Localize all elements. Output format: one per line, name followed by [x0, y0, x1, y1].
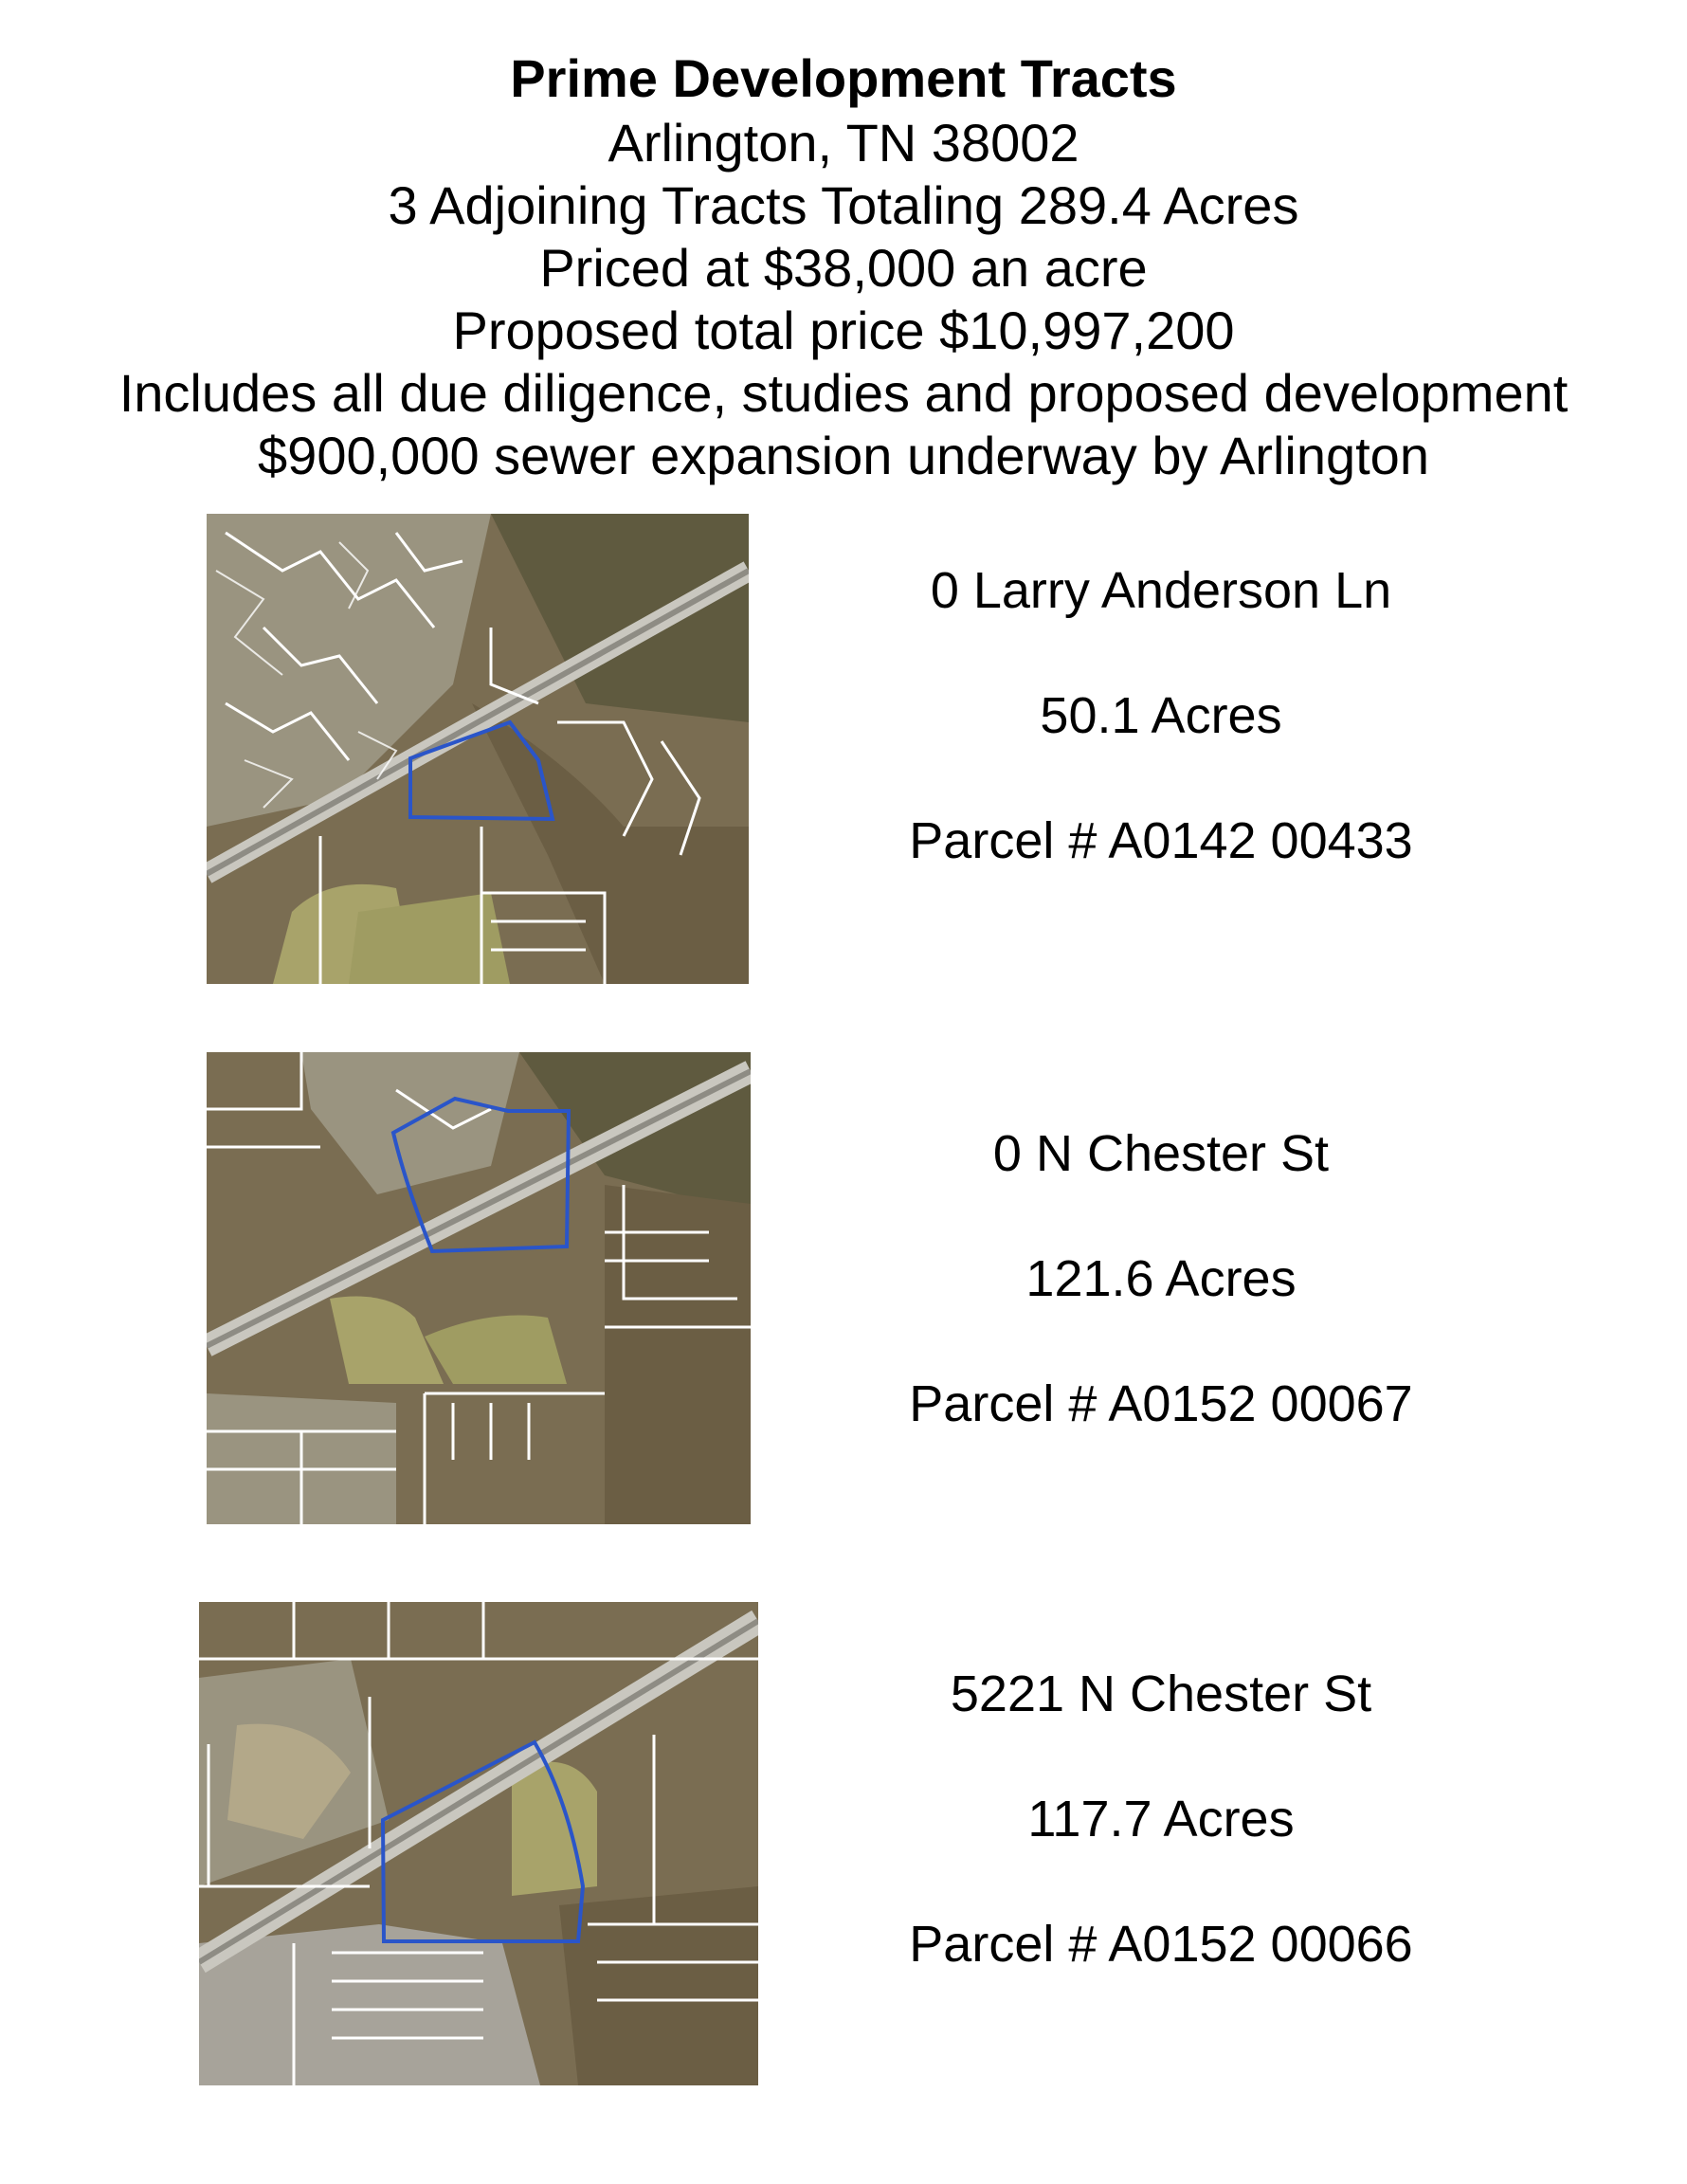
tract-2-info	[834, 1124, 1488, 1447]
tract-2-address: 0 N Chester St	[992, 1125, 1330, 1182]
tract-1-info	[834, 561, 1488, 883]
tract-3-info	[834, 1665, 1488, 1987]
total-price-line: Proposed total price $10,997,200	[452, 300, 1235, 360]
location-line: Arlington, TN 38002	[608, 113, 1079, 173]
tract-3-parcel: Parcel # A0152 00066	[909, 1916, 1413, 1973]
price-per-acre-line: Priced at $38,000 an acre	[539, 238, 1148, 298]
tract-1-acres: 50.1 Acres	[1040, 687, 1282, 744]
tract-3-acres: 117.7 Acres	[1027, 1791, 1295, 1847]
tract-2-acres: 121.6 Acres	[1025, 1250, 1297, 1307]
tract-3-address: 5221 N Chester St	[950, 1665, 1372, 1722]
tract-1-parcel: Parcel # A0142 00433	[909, 812, 1413, 869]
tract-2-parcel: Parcel # A0152 00067	[909, 1375, 1413, 1432]
page-title: Prime Development Tracts	[510, 48, 1177, 108]
aerial-map-tract-2	[207, 1052, 751, 1524]
includes-line: Includes all due diligence, studies and proposed development	[118, 363, 1569, 423]
header	[0, 46, 1687, 487]
total-acres-line: 3 Adjoining Tracts Totaling 289.4 Acres	[388, 175, 1299, 235]
aerial-map-tract-3	[199, 1602, 758, 2085]
tract-1-address: 0 Larry Anderson Ln	[930, 562, 1392, 619]
aerial-map-tract-1	[207, 514, 749, 984]
sewer-line: $900,000 sewer expansion underway by Arlington	[258, 426, 1429, 485]
